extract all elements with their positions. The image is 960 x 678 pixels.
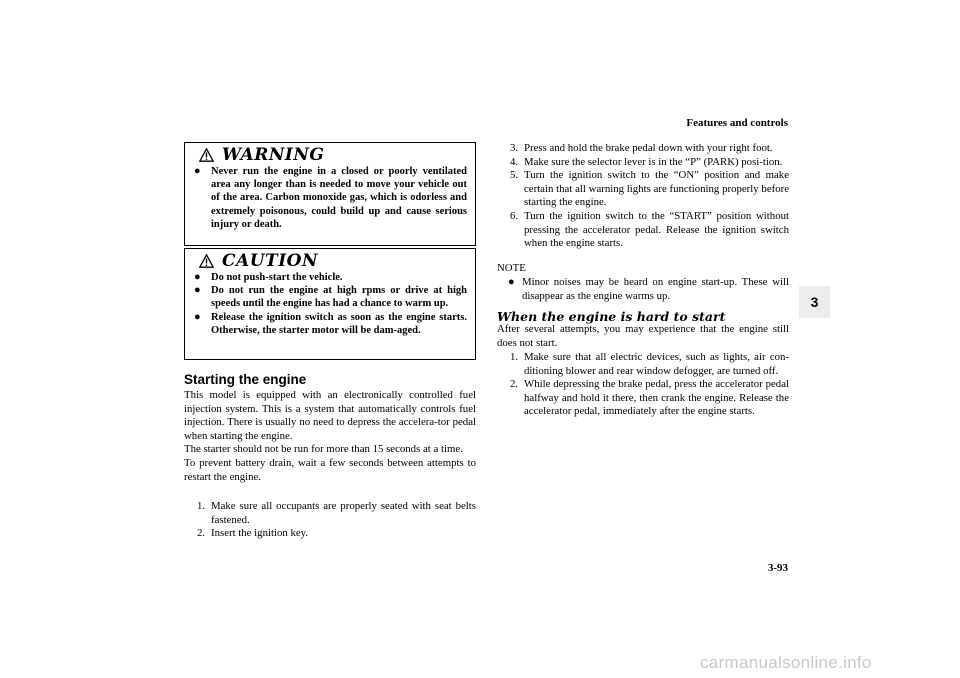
steps-list: [497, 142, 789, 251]
step-text: While depressing the brake pedal, press the accelerator pedal halfway and hold it there, then crank the engine. Release the accelerator pedal, immediately after the engine starts.: [524, 378, 789, 418]
step-text: Make sure that all electric devices, such as lights, air con-ditioning blower and rear window defogger, are turned off.: [524, 351, 789, 377]
step-number: 2.: [197, 527, 206, 540]
step-item: [497, 210, 789, 251]
step-number: 1.: [197, 500, 206, 512]
step-item: [497, 378, 789, 419]
step-text: Turn the ignition switch to the “ON” position and make certain that all warning lights are functioning properly before starting the engine.: [524, 169, 789, 209]
steps-list: [184, 500, 476, 541]
caution-item: ● Release the ignition switch as soon as the engine starts. Otherwise, the starter motor will be dam-aged.: [211, 311, 467, 337]
warning-triangle-icon: [199, 148, 214, 162]
intro-text: [184, 389, 476, 484]
note-label: NOTE: [497, 262, 526, 274]
step-item: [184, 500, 476, 527]
warning-header: [185, 143, 475, 165]
page-number: 3-93: [767, 562, 788, 574]
step-text: Make sure the selector lever is in the “P” (PARK) posi-tion.: [524, 155, 783, 168]
caution-title: CAUTION: [222, 251, 318, 271]
caution-box: [184, 248, 476, 360]
warning-title: WARNING: [222, 145, 325, 165]
step-number: 6.: [510, 209, 519, 222]
note-text: Minor noises may be heard on engine start-up. These will disappear as the engine warms up.: [522, 276, 789, 302]
note-list: [497, 276, 789, 303]
caution-item: ● Do not push-start the vehicle.: [211, 271, 467, 284]
step-item: [497, 156, 789, 170]
step-text: Turn the ignition switch to the “START” position without pressing the accelerator pedal. Release the ignition switch when the engine starts.: [524, 209, 789, 250]
warning-item: ● Never run the engine in a closed or poorly ventilated area any longer than is needed to move your vehicle out of the area. Carbon monoxide gas, which is odorless and extremely poisonous, could build up and cause serious injury or death.: [211, 165, 467, 231]
step-item: [497, 351, 789, 378]
caution-item: ● Do not run the engine at high rpms or drive at high speeds until the engine has had a chance to warm up.: [211, 284, 467, 310]
caution-list: [185, 271, 475, 337]
paragraph: After several attempts, you may experience that the engine still does not start.: [497, 323, 789, 349]
step-item: [497, 142, 789, 156]
warning-box: [184, 142, 476, 246]
step-text: Press and hold the brake pedal down with your right foot.: [524, 142, 773, 154]
step-number: 5.: [510, 169, 519, 182]
chapter-tab: 3: [799, 286, 830, 318]
step-number: 3.: [510, 142, 519, 154]
caution-header: [185, 249, 475, 271]
section-header: Features and controls: [686, 117, 788, 129]
subsection-heading: When the engine is hard to start: [497, 309, 726, 324]
step-number: 4.: [510, 155, 519, 168]
paragraph: To prevent battery drain, wait a few seconds between attempts to restart the engine.: [184, 456, 476, 483]
paragraph: This model is equipped with an electronically controlled fuel injection system. This is a system that automatically controls fuel injection. There is usually no need to depress the accelera-tor pedal when starting the engine.: [184, 389, 476, 442]
step-item: [184, 527, 476, 541]
watermark: carmanualsonline.info: [700, 653, 872, 672]
paragraph: The starter should not be run for more than 15 seconds at a time.: [184, 443, 463, 456]
warning-list: [185, 165, 475, 231]
step-number: 2.: [510, 378, 519, 391]
section-heading: Starting the engine: [184, 372, 307, 387]
bullet-icon: ●: [508, 276, 515, 288]
steps-list: [497, 351, 789, 419]
step-number: 1.: [510, 351, 519, 363]
step-item: [497, 169, 789, 210]
step-text: Make sure all occupants are properly seated with seat belts fastened.: [211, 500, 476, 526]
step-text: Insert the ignition key.: [211, 527, 309, 540]
note-item: [497, 276, 789, 303]
warning-triangle-icon: [199, 254, 214, 268]
